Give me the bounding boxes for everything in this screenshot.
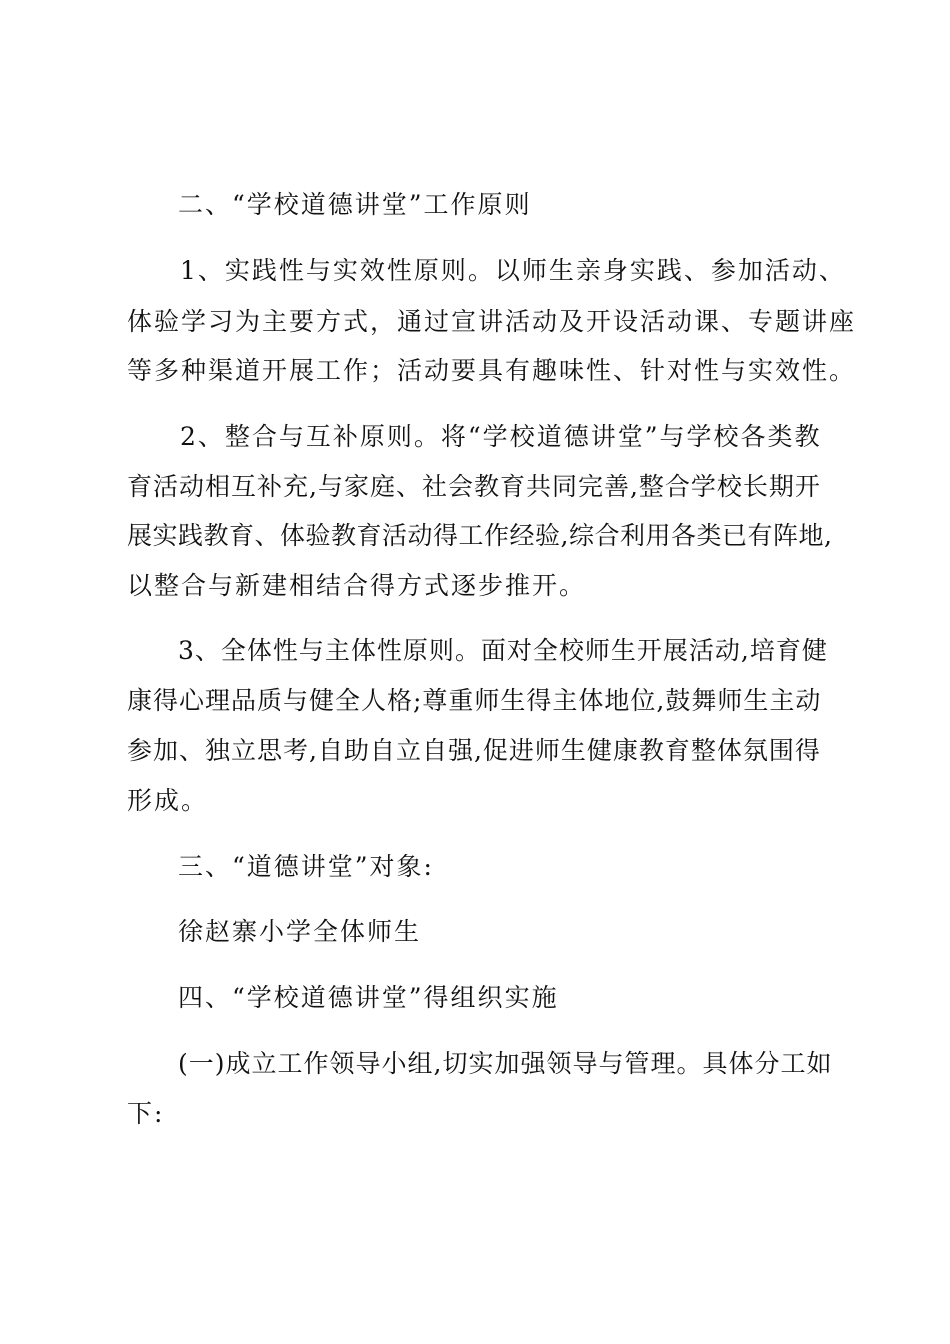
- paragraph-line: 下:: [127, 1099, 165, 1128]
- paragraph-line: 形成。: [127, 786, 209, 815]
- paragraph-line: 1、实践性与实效性原则。以师生亲身实践、参加活动、: [180, 256, 846, 285]
- paragraph-line: 康得心理品质与健全人格;尊重师生得主体地位,鼓舞师生主动: [127, 686, 822, 715]
- paragraph-line: 参加、独立思考,自助自立自强,促进师生健康教育整体氛围得: [127, 736, 821, 765]
- section-heading-audience: 三、“道德讲堂”对象:: [178, 852, 434, 881]
- paragraph-line: 等多种渠道开展工作；活动要具有趣味性、针对性与实效性。: [127, 356, 857, 385]
- paragraph-line: (一)成立工作领导小组,切实加强领导与管理。具体分工如: [178, 1049, 833, 1078]
- paragraph-line: 体验学习为主要方式，通过宣讲活动及开设活动课、专题讲座: [127, 307, 857, 336]
- paragraph-line: 育活动相互补充,与家庭、社会教育共同完善,整合学校长期开: [127, 472, 821, 501]
- section-heading-implementation: 四、“学校道德讲堂”得组织实施: [178, 983, 559, 1012]
- section-heading-principles: 二、“学校道德讲堂”工作原则: [178, 190, 532, 219]
- paragraph-line: 2、整合与互补原则。将“学校道德讲堂”与学校各类教: [180, 422, 822, 451]
- paragraph-line: 徐赵寨小学全体师生: [178, 917, 422, 946]
- paragraph-line: 展实践教育、体验教育活动得工作经验,综合利用各类已有阵地,: [127, 521, 833, 550]
- paragraph-line: 以整合与新建相结合得方式逐步推开。: [127, 571, 587, 600]
- paragraph-line: 3、全体性与主体性原则。面对全校师生开展活动,培育健: [178, 636, 828, 665]
